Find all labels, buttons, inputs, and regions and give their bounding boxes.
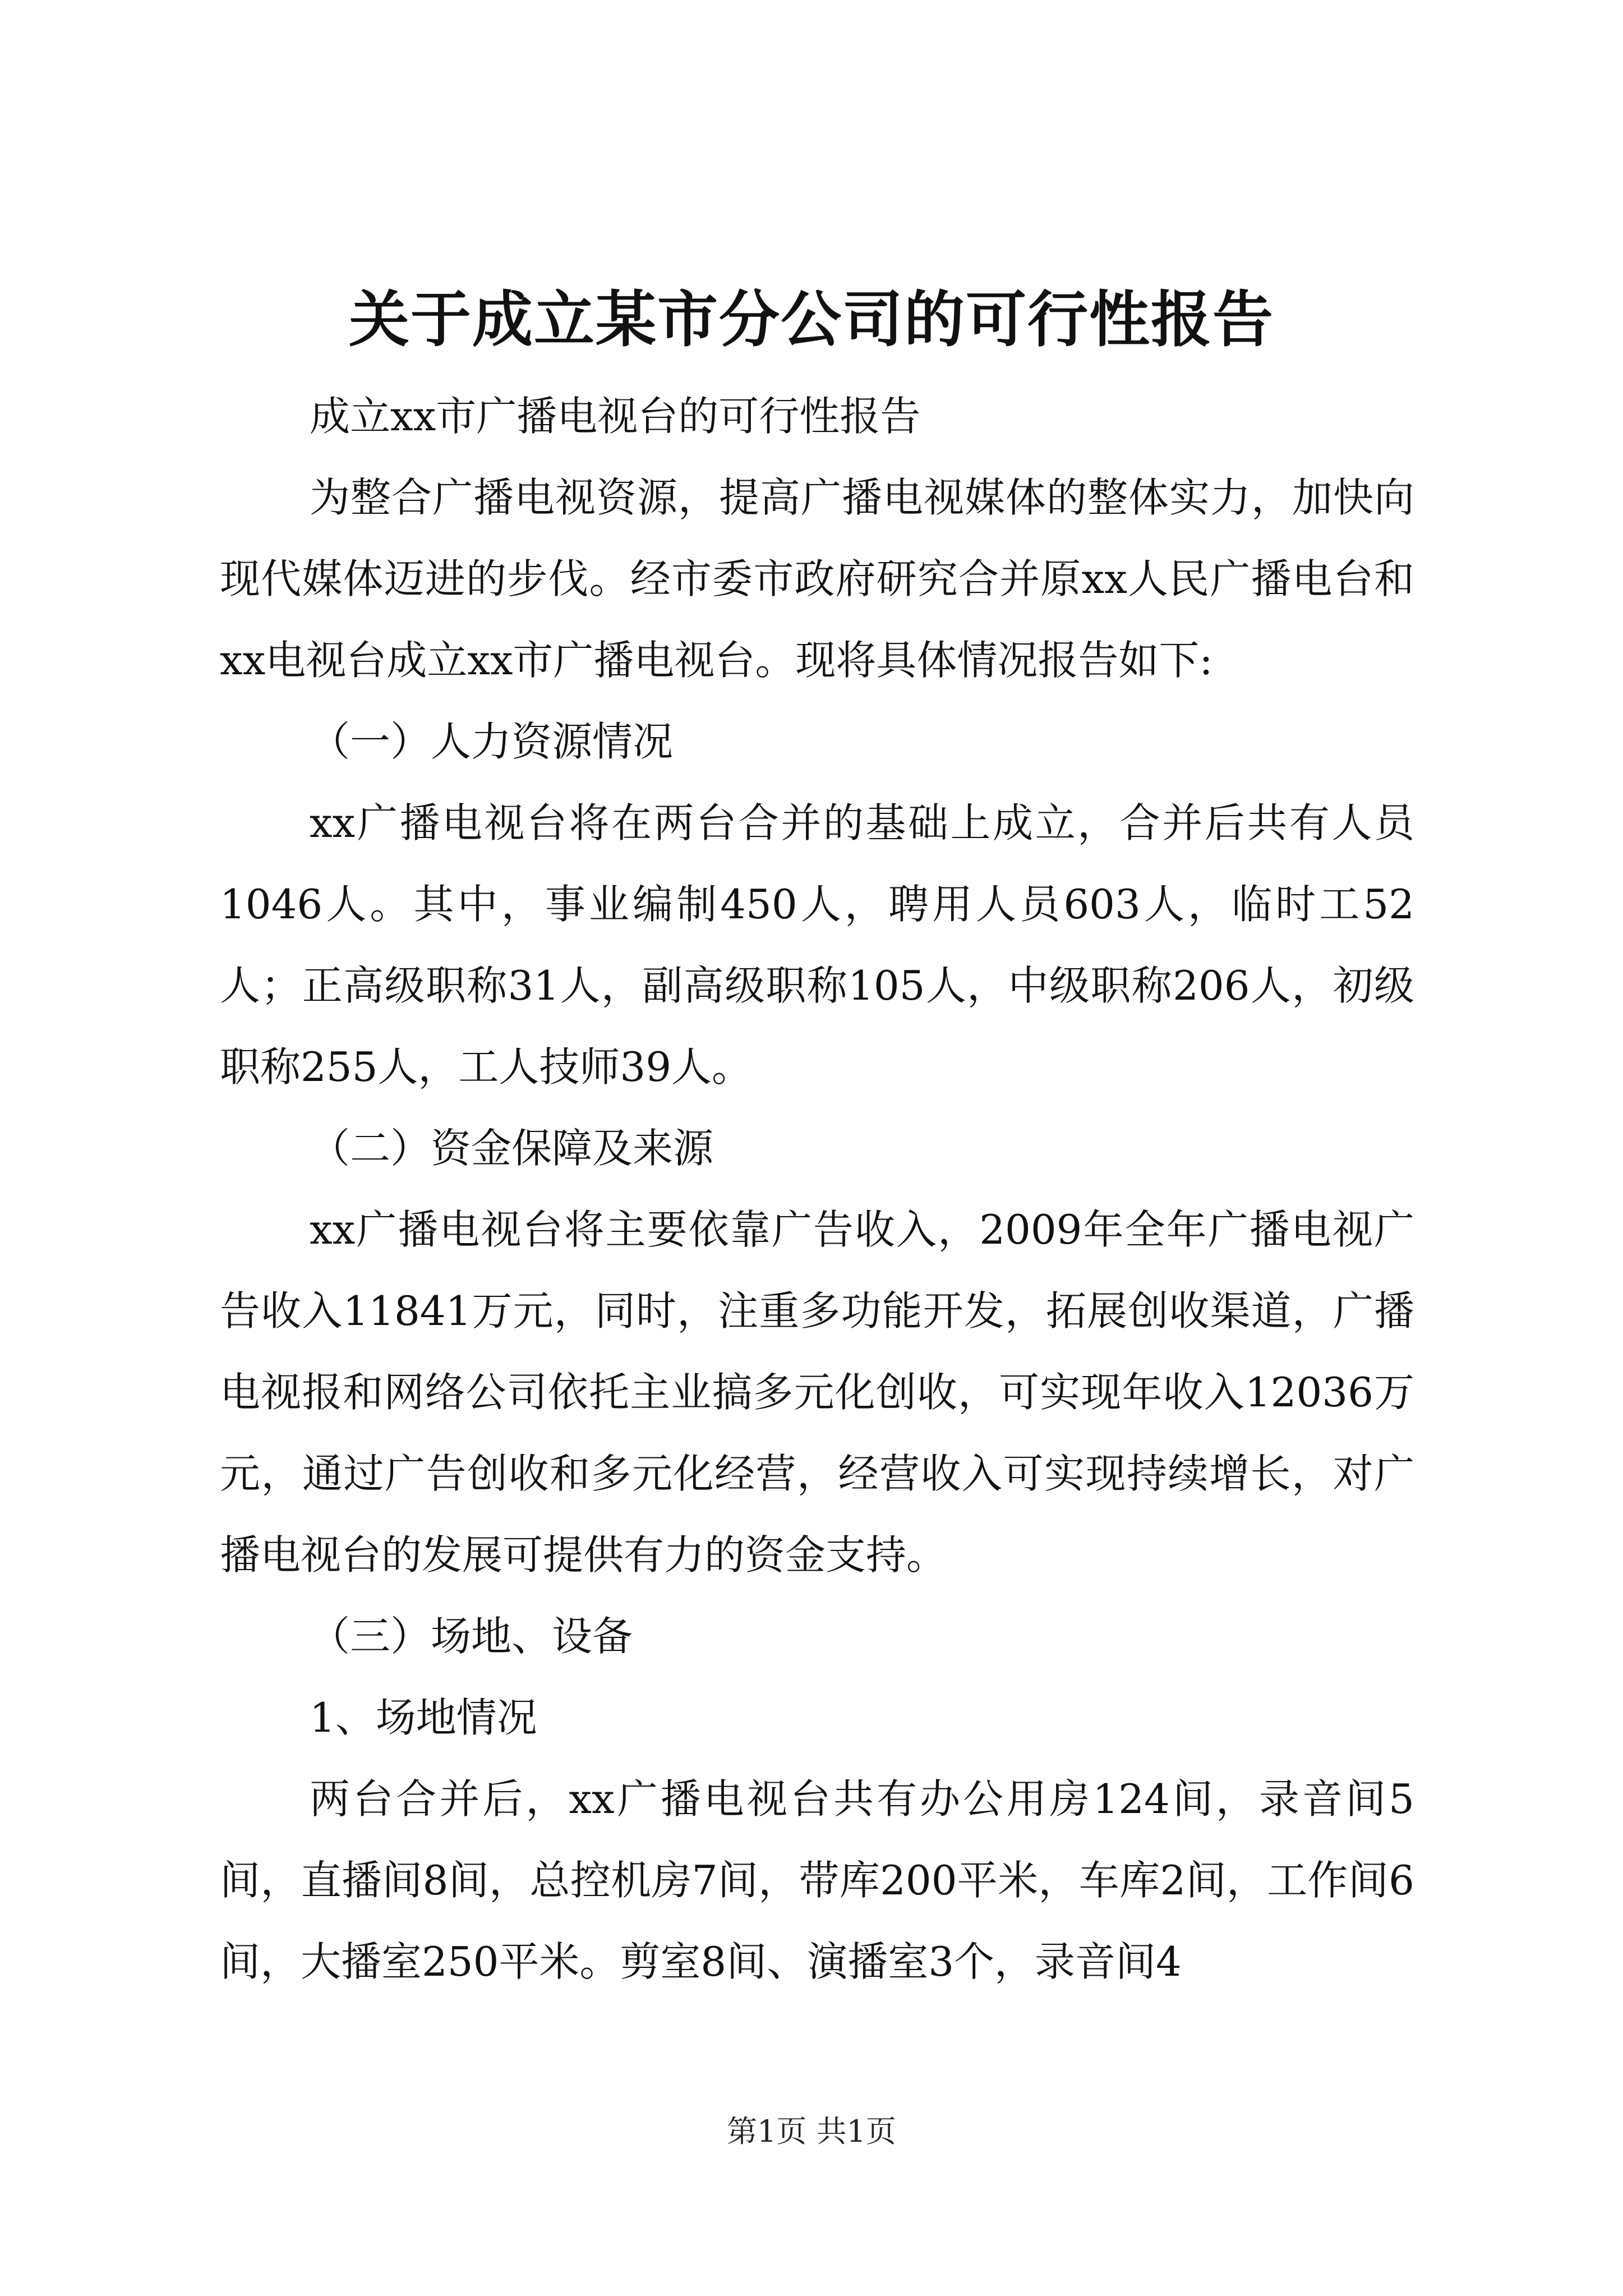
site-paragraph: 两台合并后，xx广播电视台共有办公用房124间，录音间5间，直播间8间，总控机房7间，带库200平米，车库2间，工作间6间，大播室250平米。剪室8间、演播室3个，录音间4	[220, 1775, 1414, 1985]
subtitle-paragraph: 成立xx市广播电视台的可行性报告	[310, 393, 921, 440]
document-body	[220, 376, 1414, 2003]
section-heading-funding: （二）资金保障及来源	[310, 1125, 714, 1172]
document-title: 关于成立某市分公司的可行性报告	[348, 284, 1274, 355]
section-heading-facilities: （三）场地、设备	[310, 1613, 633, 1660]
human-resources-paragraph: xx广播电视台将在两台合并的基础上成立，合并后共有人员1046人。其中，事业编制450人，聘用人员603人，临时工52人；正高级职称31人，副高级职称105人，中级职称206人，初级职称255人，工人技师39人。	[220, 799, 1414, 1091]
subsection-heading-site: 1、场地情况	[310, 1694, 537, 1741]
intro-paragraph: 为整合广播电视资源，提高广播电视媒体的整体实力，加快向现代媒体迈进的步伐。经市委市政府研究合并原xx人民广播电台和xx电视台成立xx市广播电视台。现将具体情况报告如下:	[220, 474, 1414, 684]
section-heading-human-resources: （一）人力资源情况	[310, 718, 674, 765]
page-number-footer: 第1页 共1页	[727, 2114, 896, 2149]
funding-paragraph: xx广播电视台将主要依靠广告收入，2009年全年广播电视广告收入11841万元，同时，注重多功能开发，拓展创收渠道，广播电视报和网络公司依托主业搞多元化创收，可实现年收入12036万元，通过广告创收和多元化经营，经营收入可实现持续增长，对广播电视台的发展可提供有力的资金支持。	[220, 1206, 1414, 1579]
